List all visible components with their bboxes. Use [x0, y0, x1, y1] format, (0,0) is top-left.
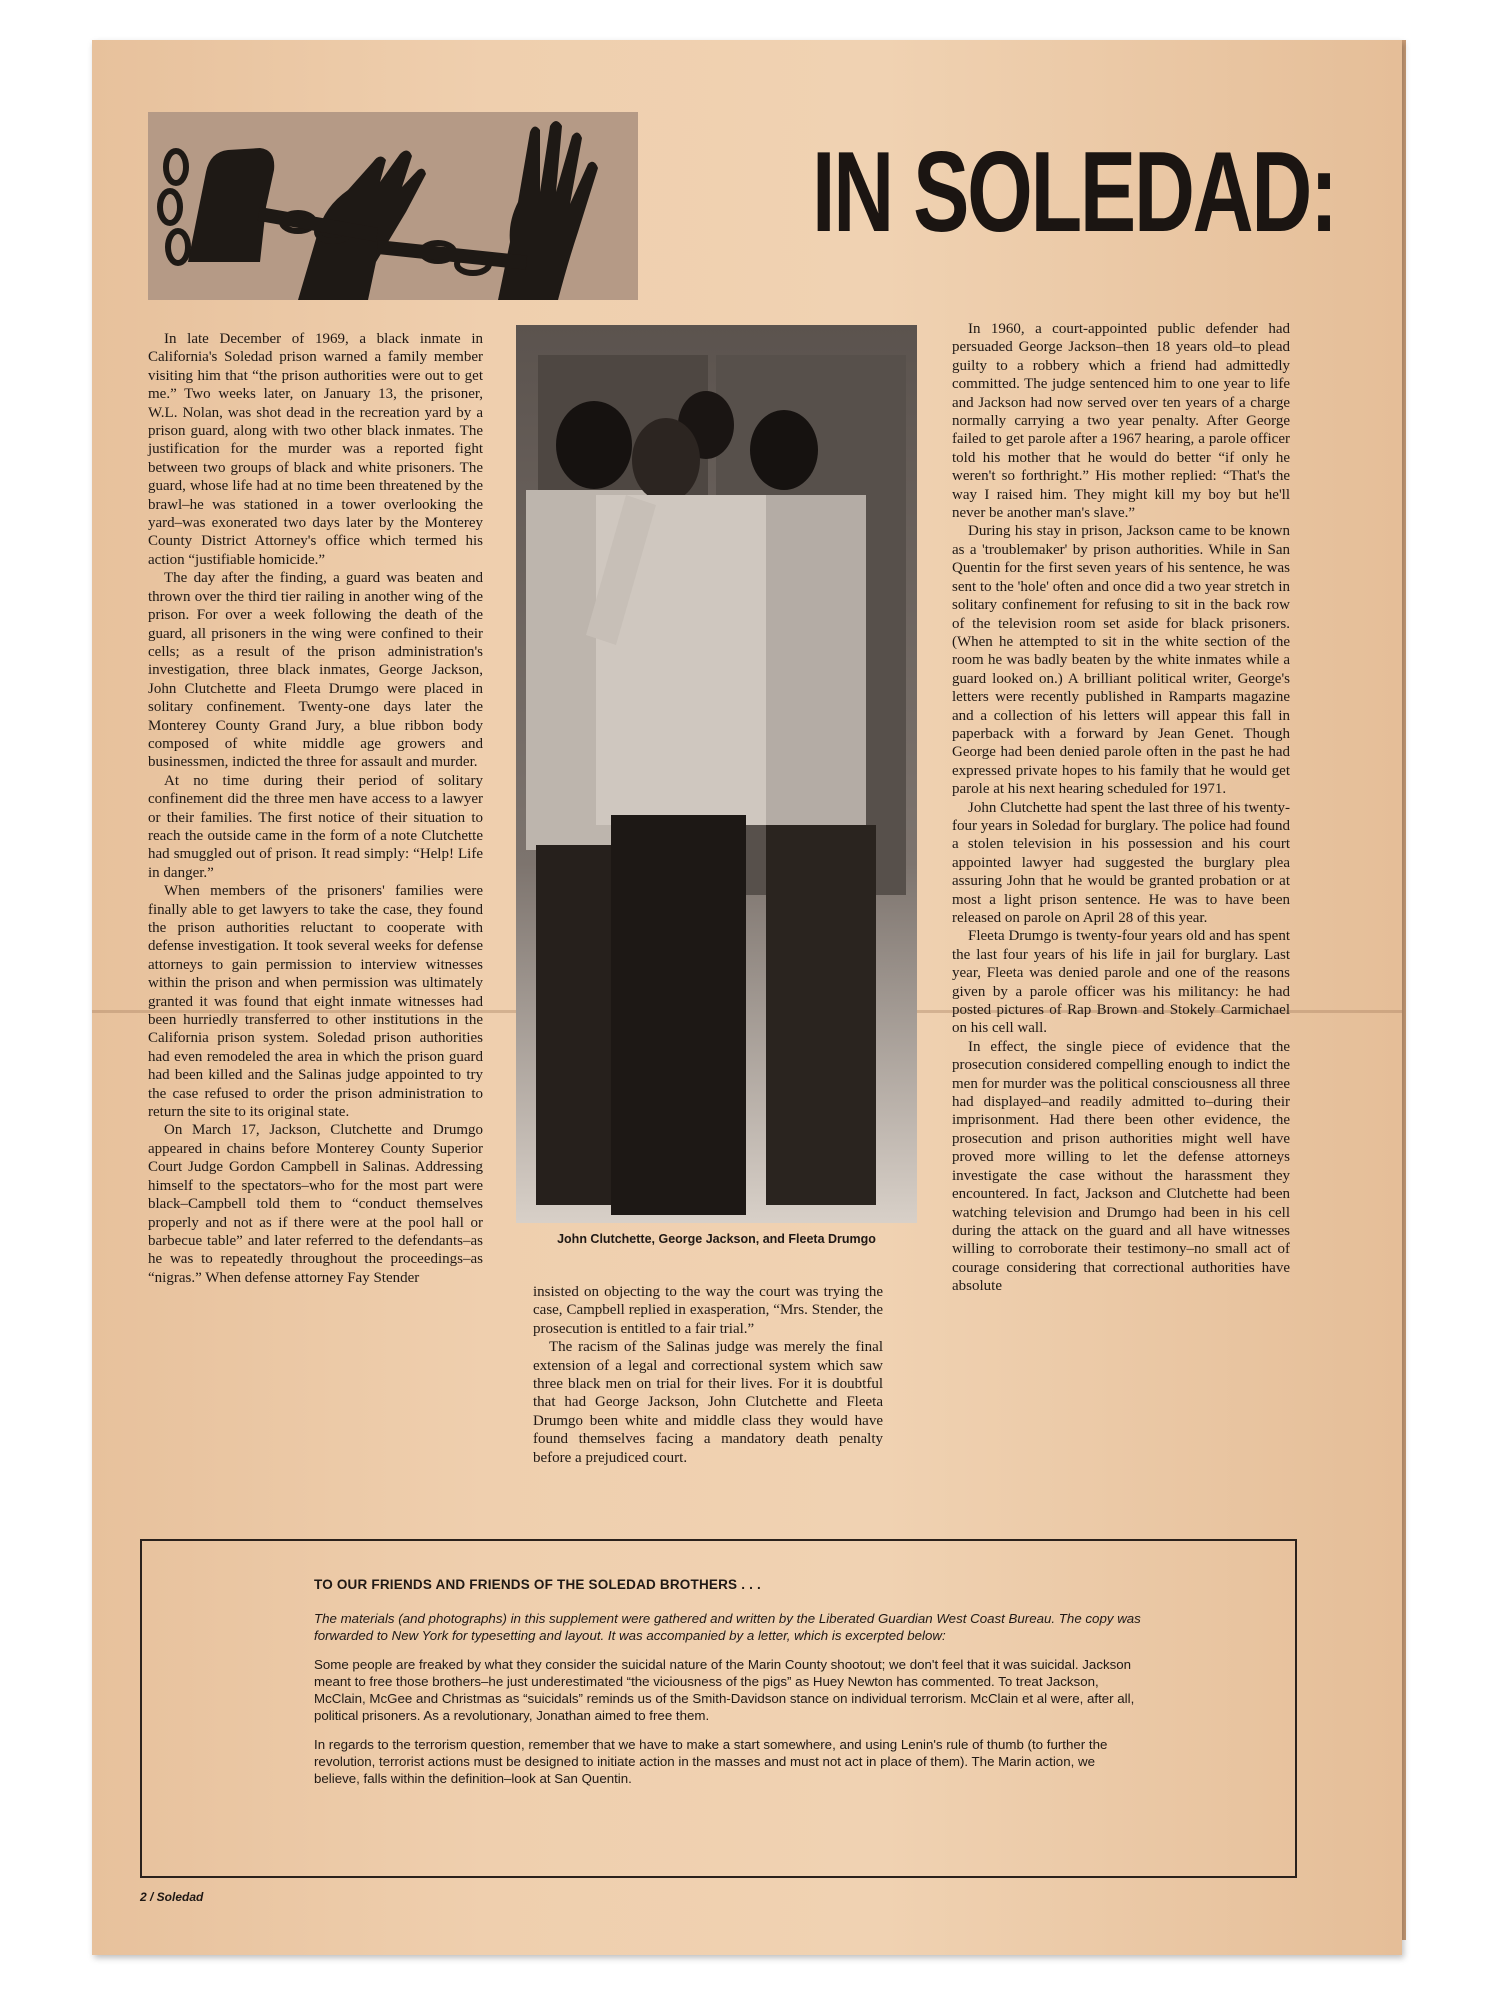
letter-box-title: TO OUR FRIENDS AND FRIENDS OF THE SOLEDAD BROTHERS . . .	[314, 1577, 761, 1592]
chained-raised-hands-icon	[148, 112, 638, 300]
article-paragraph: In late December of 1969, a black inmate in California's Soledad prison warned a family member visiting him that “the prison authorities were out to get me.” Two weeks later, on January 13, the prisoner, W.L. Nolan, was shot dead in the recreation yard by a prison guard, along with two other black inmates. The justification for the murder was a reported fight between two groups of black and white prisoners. The guard, whose life had at no time been threatened by the brawl–he was stationed in a tower overlooking the yard–was exonerated two days later by the Monterey County District Attorney's office which termed his action “justifiable homicide.”	[148, 331, 483, 568]
article-paragraph: The day after the finding, a guard was beaten and thrown over the third tier railing in another wing of the prison. For over a week following the death of the guard, all prisoners in the wing were confined to their cells; as a result of the prison administration's investigation, three black inmates, George Jackson, John Clutchette and Fleeta Drumgo were placed in solitary confinement. Twenty-one days later the Monterey County Grand Jury, a blue ribbon body composed of white middle age growers and businessmen, indicted the three for assault and murder.	[148, 570, 483, 771]
article-paragraph: On March 17, Jackson, Clutchette and Drumgo appeared in chains before Monterey County Superior Court Judge Gordon Campbell in Salinas. Addressing himself to the spectators–who for the most part were black–Campbell told them to “conduct themselves properly and not as if there were at the pool hall or barbecue table” and later referred to the defendants–as he was to repeatedly throughout the proceedings–as “nigras.” When defense attorney Fay Stender	[148, 1122, 483, 1286]
article-paragraph: The racism of the Salinas judge was merely the final extension of a legal and correctional system which saw three black men on trial for their lives. For it is doubtful that had George Jackson, John Clutchette and Fleeta Drumgo been white and middle class they would have found themselves facing a mandatory death penalty before a prejudiced court.	[533, 1339, 883, 1466]
article-column-1	[148, 330, 483, 1287]
article-paragraph: During his stay in prison, Jackson came to be known as a 'troublemaker' by prison authorities. While in San Quentin for the first seven years of his sentence, he was sent to the 'hole' often and once did a two year stretch in solitary confinement for refusing to sit in the back row of the television room set aside for black prisoners. (When he attempted to sit in the white section of the room he was badly beaten by the white inmates while a guard looked on.) A brilliant political writer, George's letters were recently published in Ramparts magazine and a collection of his letters will appear this fall in paperback with a forward by Jean Genet. Though George had been denied parole often in the past he had expressed private hopes to his family that he would get parole at his next hearing scheduled for 1971.	[952, 523, 1290, 798]
article-paragraph: In 1960, a court-appointed public defender had persuaded George Jackson–then 18 years old–to plead guilty to a robbery which a friend had admittedly committed. The judge sentenced him to one year to life and Jackson had now served over ten years of a charge normally carrying a two year penalty. After George failed to get parole after a 1967 hearing, a parole officer told his mother that he would do better “if only he weren't so forthright.” His mother replied: “That's the way I raised him. They might kill my boy but he'll never be another man's slave.”	[952, 321, 1290, 522]
article-paragraph: In effect, the single piece of evidence that the prosecution considered compelling enough to indict the men for murder was the political consciousness all three had displayed–and readily admitted to–during their imprisonment. Had there been other evidence, the prosecution and prison authorities might well have proved more willing to let the defense attorneys investigate the case without the harassment they encountered. In fact, Jackson and Clutchette had been watching television and Drumgo had been in his cell during the attack on the guard and all have witnesses willing to corroborate their testimony–no small act of courage considering that correctional authorities have absolute	[952, 1038, 1290, 1295]
letter-box	[140, 1539, 1297, 1878]
article-paragraph: When members of the prisoners' families were finally able to get lawyers to take the case, they found the prison authorities reluctant to cooperate with defense investigation. It took several weeks for defense attorneys to gain permission to interview witnesses within the prison and when permission was ultimately granted it was found that eight inmate witnesses had been hurriedly transferred to other institutions in the California prison system. Soledad prison authorities had even remodeled the area in which the prison guard had been killed and the Salinas judge appointed to try the case refused to order the prison administration to return the site to its original state.	[148, 883, 483, 1121]
page-folio: 2 / Soledad	[140, 1890, 204, 1904]
article-paragraph: At no time during their period of solitary confinement did the three men have access to a lawyer or their families. The first notice of their situation to reach the outside came in the form of a note Clutchette had smuggled out of prison. It read simply: “Help! Life in danger.”	[148, 772, 483, 881]
article-paragraph: insisted on objecting to the way the court was trying the case, Campbell replied in exasperation, “Mrs. Stender, the prosecution is entitled to a fair trial.”	[533, 1284, 883, 1337]
article-column-3	[952, 320, 1290, 1296]
letter-box-content	[314, 1577, 1144, 1799]
letter-box-intro: The materials (and photographs) in this supplement were gathered and written by the Liberated Guardian West Coast Bureau. The copy was forwarded to New York for typesetting and layout. It was accompanied by a letter, which is excerpted below:	[314, 1611, 1141, 1643]
photo-caption: John Clutchette, George Jackson, and Fleeta Drumgo	[557, 1232, 876, 1246]
page-headline: IN SOLEDAD:	[812, 129, 1336, 256]
letter-paragraph: In regards to the terrorism question, remember that we have to make a start somewhere, and using Lenin's rule of thumb (to further the revolution, terrorist actions must be designed to initiate action in the masses and must not act in place of them). The Marin action, we believe, falls within the definition–look at San Quentin.	[314, 1737, 1108, 1786]
article-paragraph: Fleeta Drumgo is twenty-four years old and has spent the last four years of his life in jail for burglary. Last year, Fleeta was denied parole and one of the reasons given by a parole officer was his militancy: he had posted pictures of Rap Brown and Stokely Carmichael on his cell wall.	[952, 928, 1290, 1037]
letter-paragraph: Some people are freaked by what they consider the suicidal nature of the Marin County shootout; we don't feel that it was suicidal. Jackson meant to free those brothers–he just underestimated “the viciousness of the pigs” as Huey Newton has commented. To treat Jackson, McClain, McGee and Christmas as “suicidals” reminds us of the Smith-Davidson stance on individual terrorism. McClain et al were, after all, political prisoners. As a revolutionary, Jonathan aimed to free them.	[314, 1657, 1135, 1723]
prisoners-and-guard-photo	[516, 325, 917, 1223]
article-paragraph: John Clutchette had spent the last three of his twenty-four years in Soledad for burglary. The police had found a stolen television in his possession and his court appointed lawyer had suggested the burglary plea assuring John that he would be granted probation or at most a light prison sentence. He was to have been released on parole on April 28 of this year.	[952, 799, 1291, 926]
article-column-2	[533, 1283, 883, 1467]
